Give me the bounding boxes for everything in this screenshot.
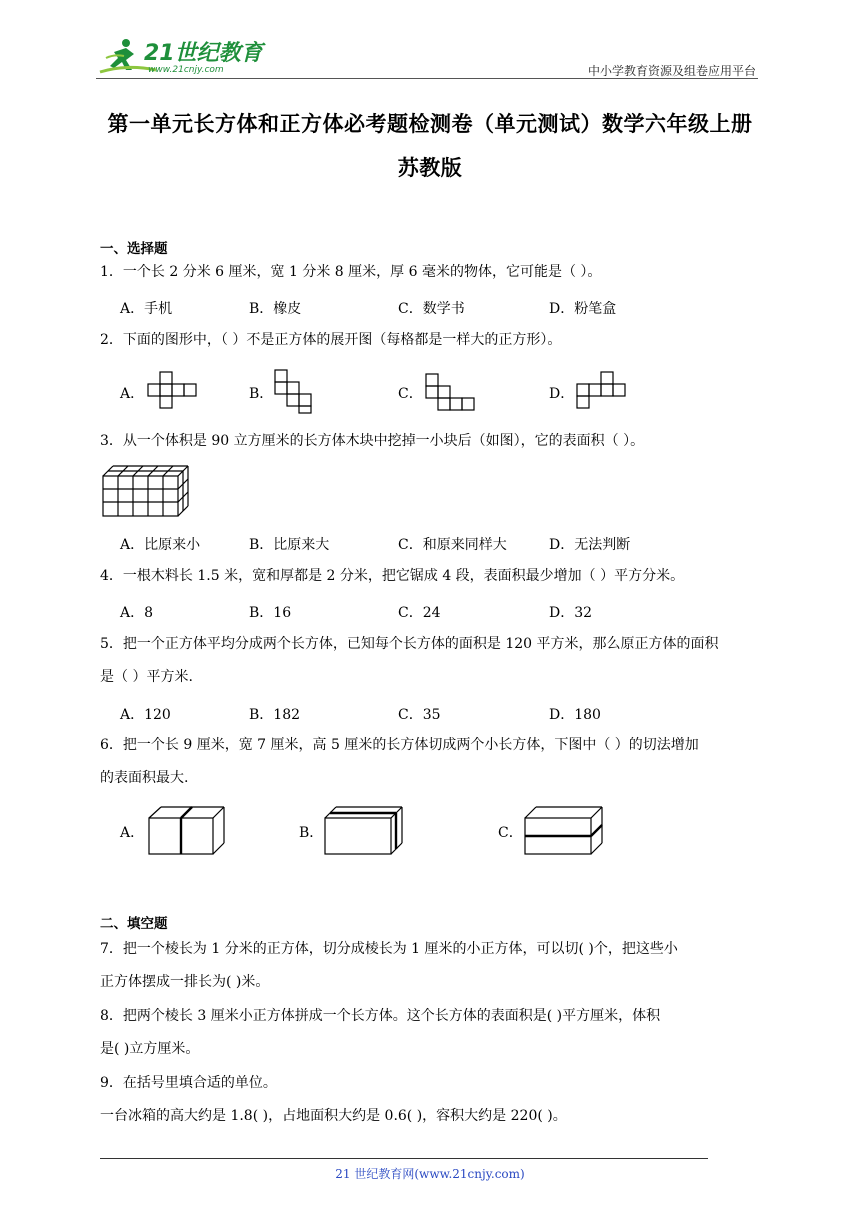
section-heading-choice: 一、选择题 xyxy=(100,241,168,257)
question-3-text: 3．从一个体积是 90 立方厘米的长方体木块中挖掉一小块后（如图），它的表面积（ ）。 xyxy=(100,433,645,449)
question-5-option-c: C．35 xyxy=(398,707,441,723)
question-6-option-c: C． xyxy=(498,825,523,841)
question-3-option-a: A．比原来小 xyxy=(120,537,201,553)
cube-net-a xyxy=(145,370,199,410)
question-3-option-b: B．比原来大 xyxy=(249,537,330,553)
question-5-option-d: D．180 xyxy=(549,707,601,723)
cuboid-cut-b xyxy=(322,804,406,856)
question-1-option-d: D．粉笔盒 xyxy=(549,301,617,317)
question-5-option-a: A．120 xyxy=(120,707,171,723)
footer-divider xyxy=(100,1158,708,1159)
cube-net-c xyxy=(423,372,477,412)
page-title: 第一单元长方体和正方体必考题检测卷（单元测试）数学六年级上册 xyxy=(107,112,753,136)
header-divider xyxy=(96,78,758,79)
question-7-text-line1: 7．把一个棱长为 1 分米的正方体，切分成棱长为 1 厘米的小正方体，可以切( )个，把这些小 xyxy=(100,941,678,957)
question-1-option-b: B．橡皮 xyxy=(249,301,302,317)
cuboid-cut-c xyxy=(522,804,606,856)
question-4-option-c: C．24 xyxy=(398,605,441,621)
question-1-option-c: C．数学书 xyxy=(398,301,465,317)
question-9-text-line2: 一台冰箱的高大约是 1.8( )，占地面积大约是 0.6( )，容积大约是 220( )。 xyxy=(100,1108,567,1124)
question-4-option-a: A．8 xyxy=(120,605,154,621)
question-6-text-line2: 的表面积最大. xyxy=(100,770,189,786)
question-7-text-line2: 正方体摆成一排长为( )米。 xyxy=(100,974,270,990)
question-2-text: 2．下面的图形中，（ ）不是正方体的展开图（每格都是一样大的正方形）。 xyxy=(100,332,562,348)
question-4-option-d: D．32 xyxy=(549,605,593,621)
question-4-option-b: B．16 xyxy=(249,605,292,621)
site-logo xyxy=(96,36,266,78)
question-2-option-c: C． xyxy=(398,386,423,402)
question-4-text: 4．一根木料长 1.5 米，宽和厚都是 2 分米，把它锯成 4 段，表面积最少增加（ ）平方分米。 xyxy=(100,568,685,584)
logo-text: 21世纪教育 xyxy=(144,41,263,66)
cuboid-block-figure xyxy=(100,462,196,520)
cube-net-b xyxy=(272,368,322,414)
question-5-text-line1: 5．把一个正方体平均分成两个长方体，已知每个长方体的面积是 120 平方米，那么原正方体的面积 xyxy=(100,636,719,652)
logo-url: www.21cnjy.com xyxy=(148,65,224,75)
cuboid-cut-a xyxy=(146,804,226,856)
question-5-text-line2: 是（ ）平方米. xyxy=(100,669,193,685)
page-subtitle: 苏教版 xyxy=(397,156,463,180)
question-6-option-a: A． xyxy=(120,825,145,841)
section-heading-fill: 二、填空题 xyxy=(100,916,168,932)
question-2-option-b: B． xyxy=(249,386,274,402)
question-5-option-b: B．182 xyxy=(249,707,301,723)
question-8-text-line2: 是( )立方厘米。 xyxy=(100,1041,200,1057)
question-6-option-b: B． xyxy=(299,825,324,841)
question-1-text: 1．一个长 2 分米 6 厘米，宽 1 分米 8 厘米，厚 6 毫米的物体，它可能是（ ）。 xyxy=(100,264,602,280)
question-1-option-a: A．手机 xyxy=(120,301,173,317)
question-2-option-a: A． xyxy=(120,386,145,402)
question-3-option-d: D．无法判断 xyxy=(549,537,631,553)
footer-link[interactable]: 21 世纪教育网(www.21cnjy.com) xyxy=(335,1167,525,1181)
question-2-option-d: D． xyxy=(549,386,575,402)
question-8-text-line1: 8．把两个棱长 3 厘米小正方体拼成一个长方体。这个长方体的表面积是( )平方厘米，体积 xyxy=(100,1008,661,1024)
question-6-text-line1: 6．把一个长 9 厘米，宽 7 厘米，高 5 厘米的长方体切成两个小长方体，下图中（ ）的切法增加 xyxy=(100,737,699,753)
question-3-option-c: C．和原来同样大 xyxy=(398,537,507,553)
question-9-text-line1: 9．在括号里填合适的单位。 xyxy=(100,1075,277,1091)
header-platform-name: 中小学教育资源及组卷应用平台 xyxy=(587,64,756,78)
cube-net-d xyxy=(574,370,630,410)
